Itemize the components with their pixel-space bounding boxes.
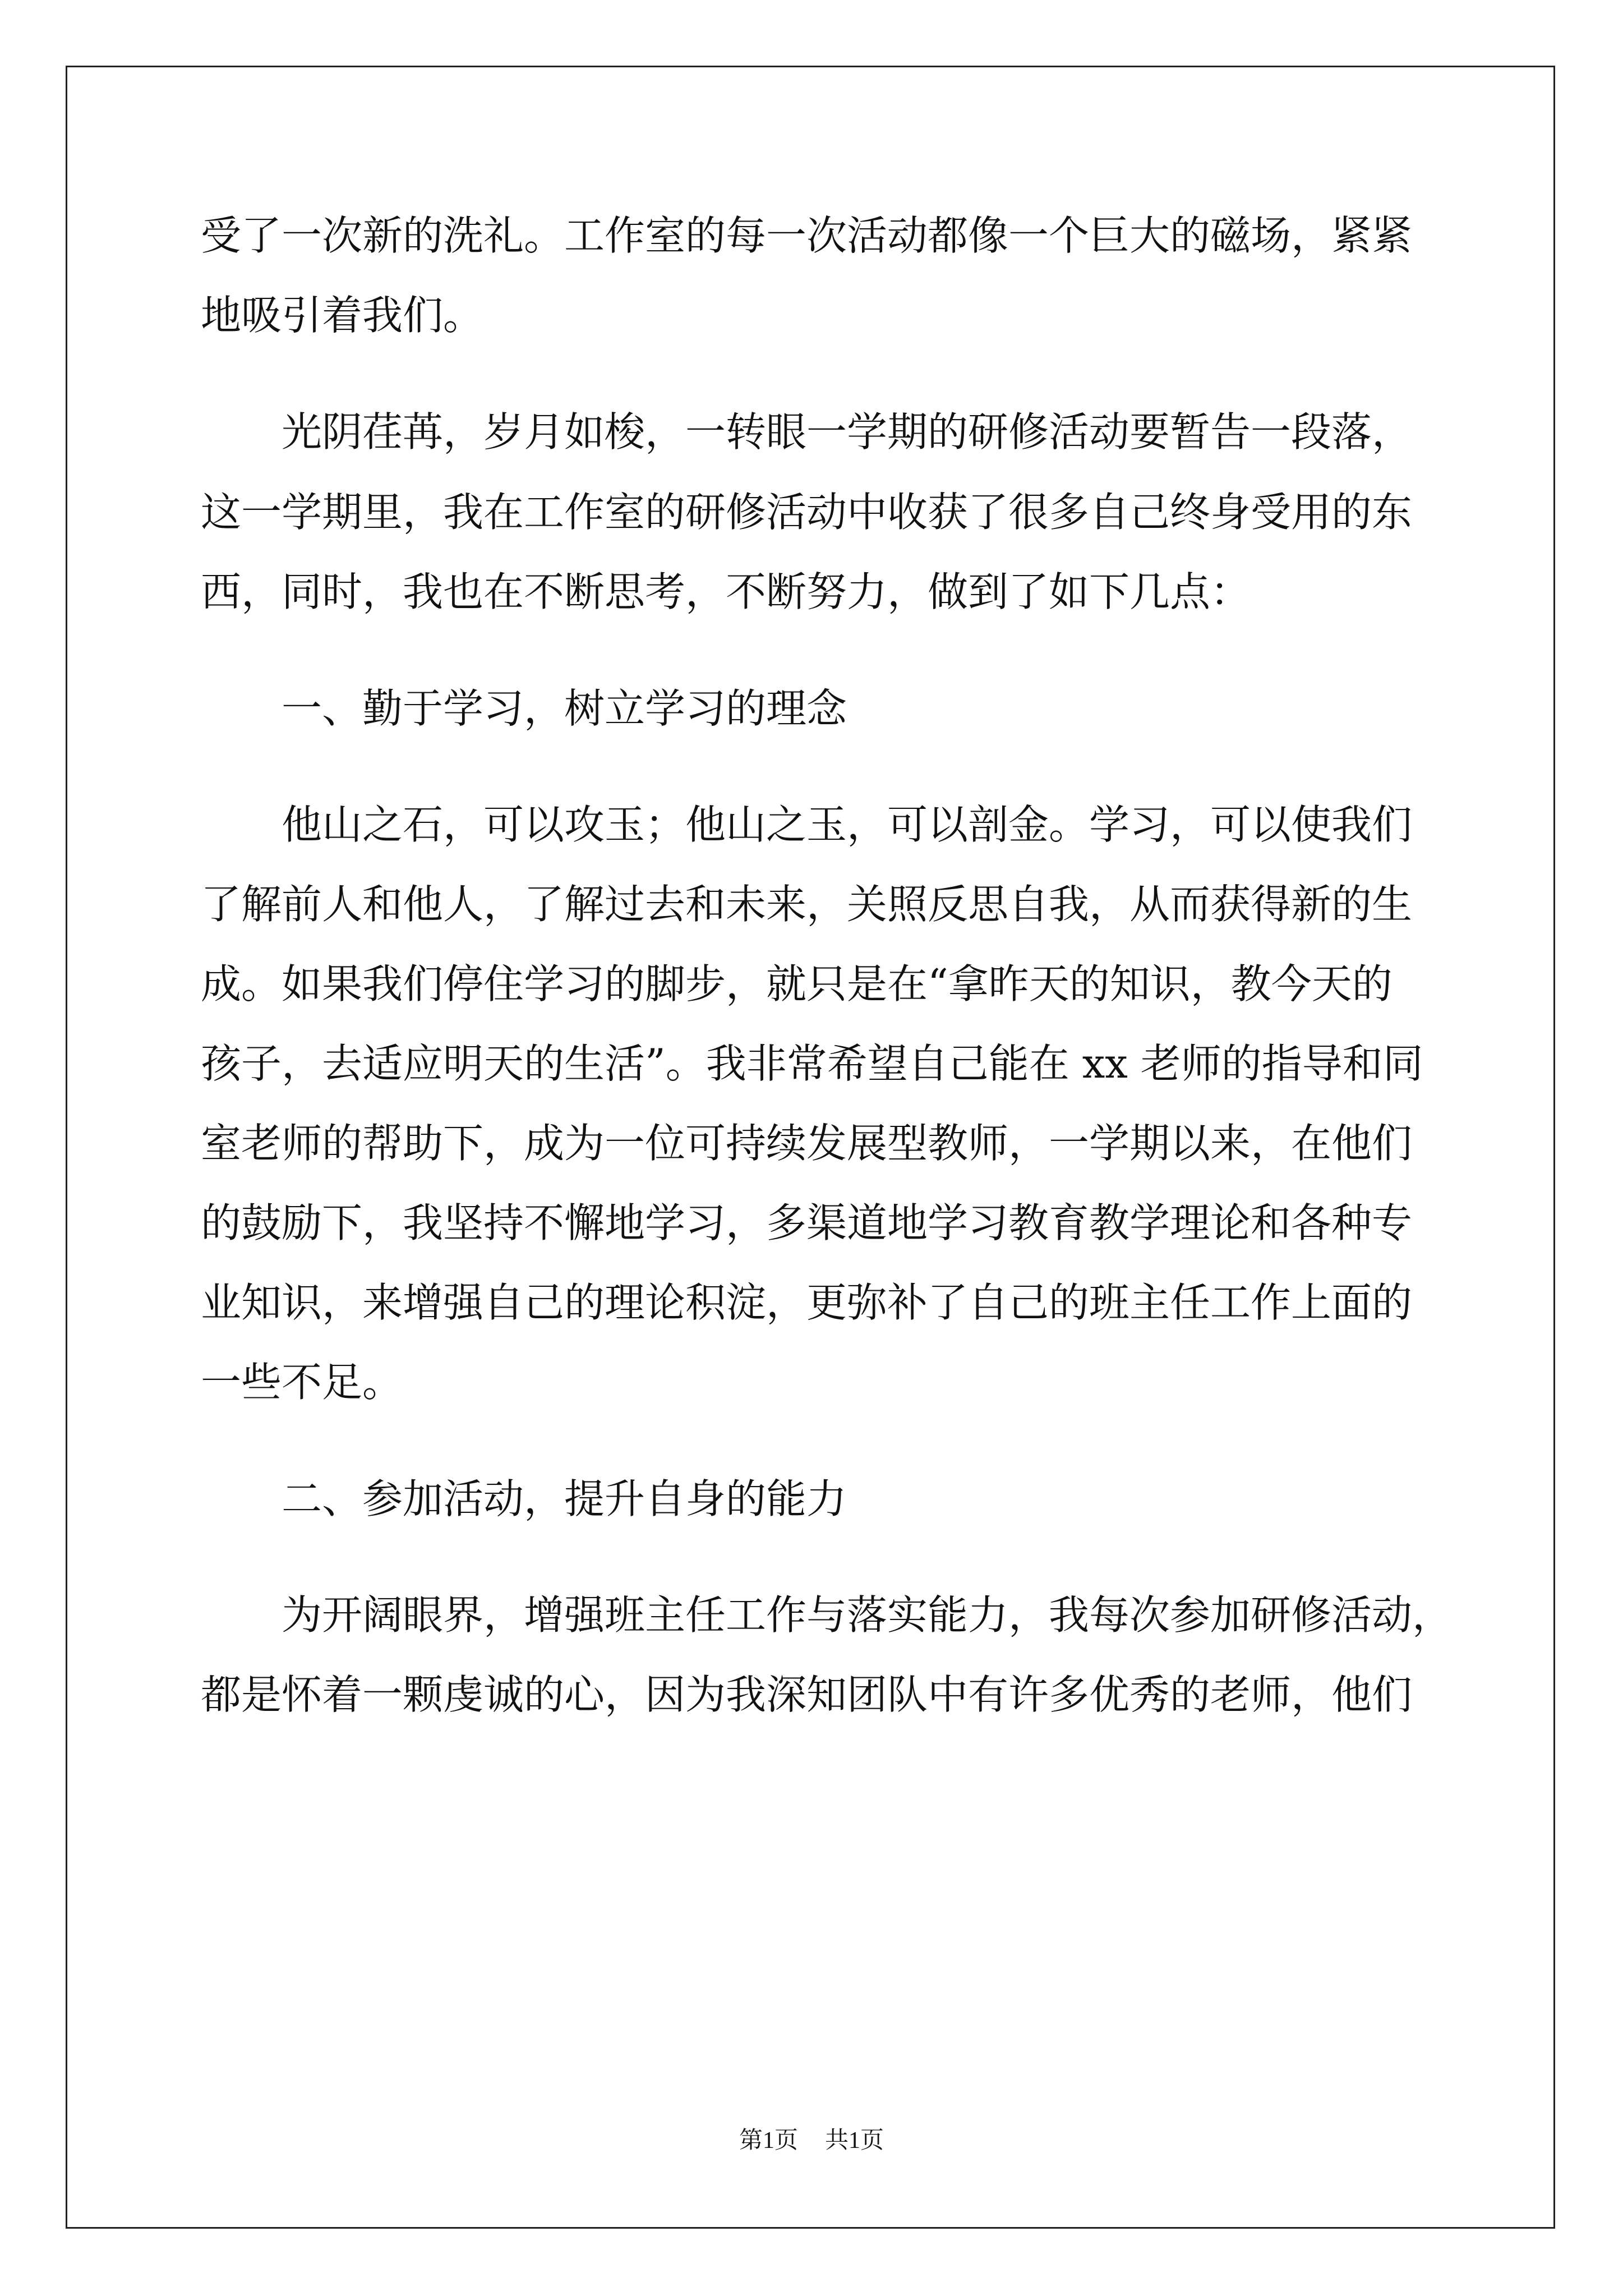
text-line-12: 的鼓励下，我坚持不懈地学习，多渠道地学习教育教学理论和各种专 xyxy=(201,1199,1413,1246)
text-line-9: 成。如果我们停住学习的脚步，就只是在“拿昨天的知识，教今天的 xyxy=(201,960,1393,1007)
section-heading-1: 一、勤于学习，树立学习的理念 xyxy=(282,685,847,732)
text-line-14: 一些不足。 xyxy=(201,1359,403,1406)
text-line-3: 光阴荏苒，岁月如梭，一转眼一学期的研修活动要暂告一段落， xyxy=(282,408,1413,455)
text-line-13: 业知识，来增强自己的理论积淀，更弥补了自己的班主任工作上面的 xyxy=(201,1279,1413,1326)
text-line-8: 了解前人和他人，了解过去和未来，关照反思自我，从而获得新的生 xyxy=(201,881,1413,928)
text-line-2: 地吸引着我们。 xyxy=(201,292,484,339)
page-total: 共1页 xyxy=(825,2128,884,2154)
section-heading-2: 二、参加活动，提升自身的能力 xyxy=(282,1475,847,1522)
text-line-11: 室老师的帮助下，成为一位可持续发展型教师，一学期以来，在他们 xyxy=(201,1120,1413,1167)
text-line-4: 这一学期里，我在工作室的研修活动中收获了很多自己终身受用的东 xyxy=(201,489,1413,536)
page-footer xyxy=(0,2124,1623,2157)
text-line-7: 他山之石，可以攻玉；他山之玉，可以剖金。学习，可以使我们 xyxy=(282,801,1413,848)
text-line-5: 西，同时，我也在不断思考，不断努力，做到了如下几点： xyxy=(201,568,1251,615)
text-line-16: 为开阔眼界，增强班主任工作与落实能力，我每次参加研修活动， xyxy=(282,1591,1453,1639)
page-number: 第1页 xyxy=(739,2128,798,2154)
text-line-10: 孩子，去适应明天的生活”。我非常希望自己能在 xx 老师的指导和同 xyxy=(201,1040,1423,1087)
text-line-17: 都是怀着一颗虔诚的心，因为我深知团队中有许多优秀的老师，他们 xyxy=(201,1671,1413,1718)
text-line-1: 受了一次新的洗礼。工作室的每一次活动都像一个巨大的磁场，紧紧 xyxy=(201,212,1413,259)
